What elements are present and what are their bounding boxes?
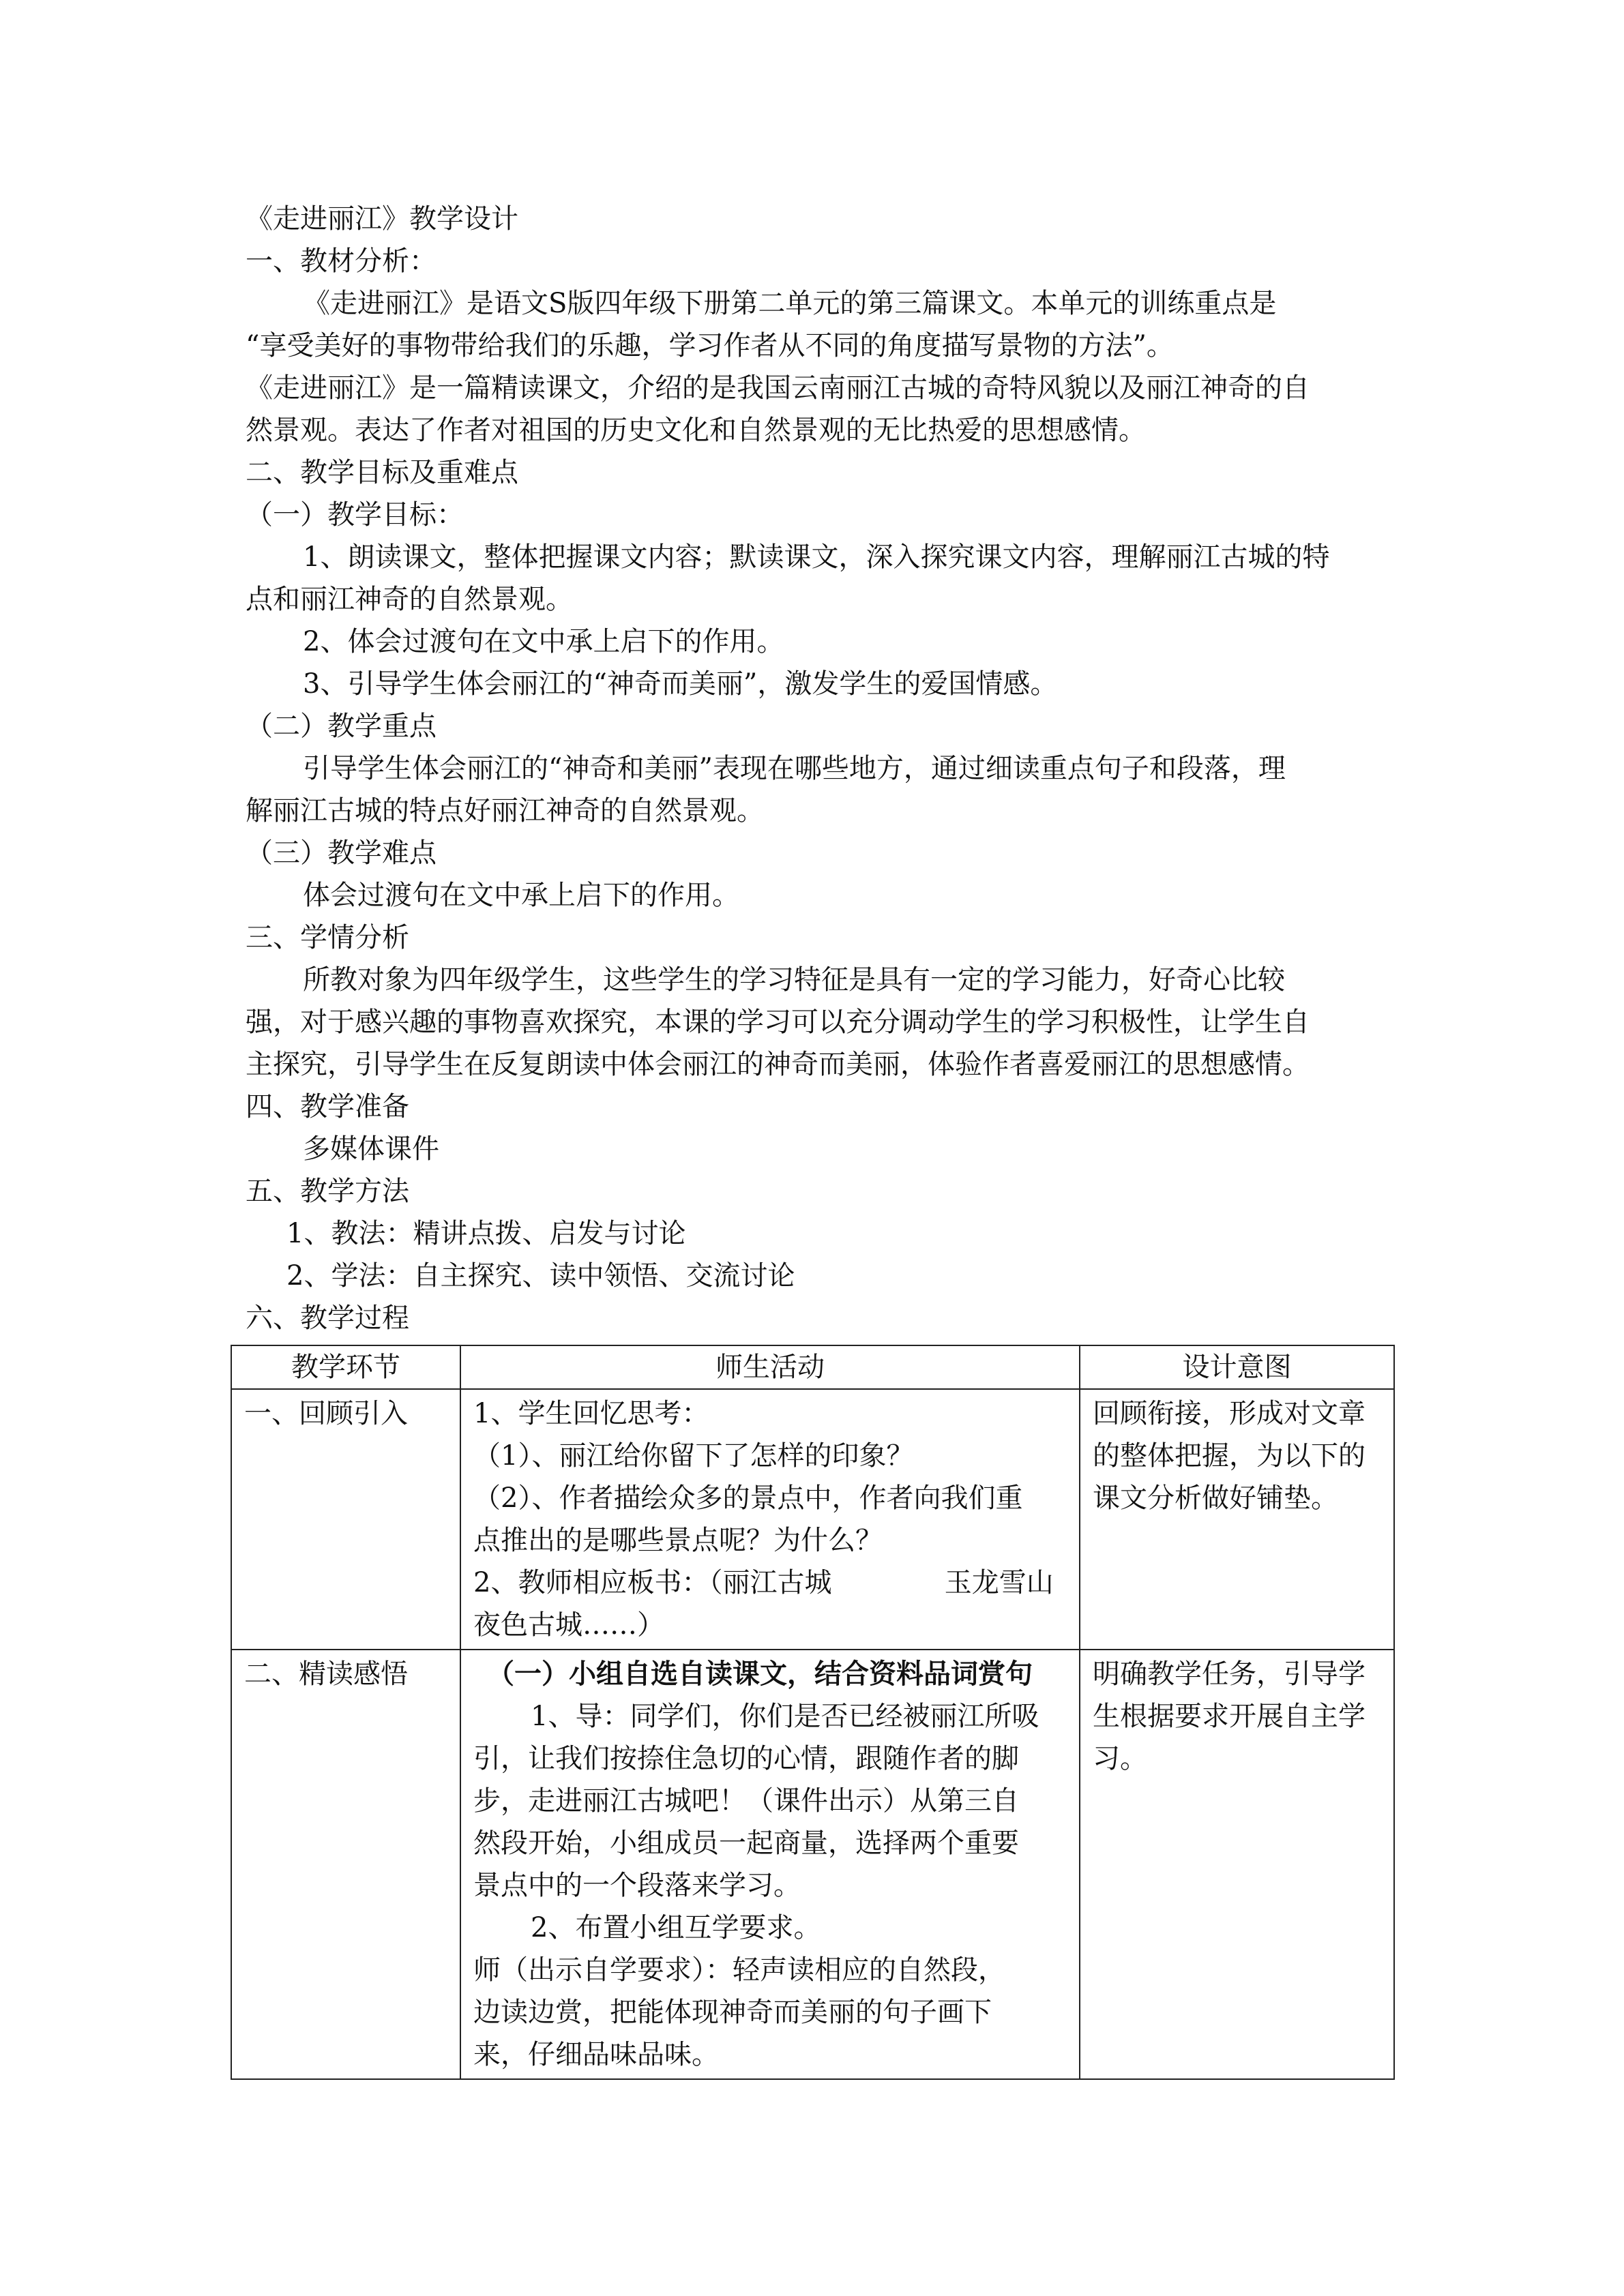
intent-cell — [1080, 1389, 1394, 1650]
paragraph: 主探究，引导学生在反复朗读中体会丽江的神奇而美丽，体验作者喜爱丽江的思想感情。 — [246, 1049, 1310, 1080]
intent-cell — [1080, 1650, 1394, 2079]
paragraph: 所教对象为四年级学生，这些学生的学习特征是具有一定的学习能力，好奇心比较 — [303, 964, 1285, 996]
subheading: （三）教学难点 — [246, 837, 437, 869]
activity-cell — [460, 1650, 1080, 2079]
intent-line: 生根据要求开展自主学 — [1093, 1701, 1365, 1732]
subheading: （二）教学重点 — [246, 711, 437, 742]
section-4-heading: 四、教学准备 — [246, 1091, 409, 1122]
paragraph: 多媒体课件 — [303, 1133, 439, 1165]
activity-line: （2）、作者描绘众多的景点中，作者向我们重 — [473, 1482, 1023, 1514]
table-row — [231, 1650, 1394, 2079]
activity-line: 引，让我们按捺住急切的心情，跟随作者的脚 — [473, 1743, 1019, 1774]
column-header: 师生活动 — [460, 1345, 1080, 1389]
activity-line: 夜色古城……） — [473, 1609, 664, 1641]
goal-item: 2、体会过渡句在文中承上启下的作用。 — [303, 626, 784, 657]
intent-line: 习。 — [1093, 1743, 1147, 1774]
activity-line: （1）、丽江给你留下了怎样的印象？ — [473, 1440, 914, 1472]
table-row — [231, 1389, 1394, 1650]
activity-line: 步，走进丽江古城吧！（课件出示）从第三自 — [473, 1785, 1019, 1817]
intent-line: 课文分析做好铺垫。 — [1093, 1482, 1338, 1514]
activity-line: 边读边赏，把能体现神奇而美丽的句子画下 — [473, 1997, 992, 2028]
activity-line: 2、布置小组互学要求。 — [531, 1912, 821, 1943]
stage-cell: 二、精读感悟 — [231, 1650, 460, 2079]
activity-line: 来，仔细品味品味。 — [473, 2039, 719, 2070]
section-2-heading: 二、教学目标及重难点 — [246, 457, 518, 488]
section-3-heading: 三、学情分析 — [246, 922, 409, 953]
activity-line: 1、导：同学们，你们是否已经被丽江所吸 — [531, 1701, 1039, 1732]
paragraph: 《走进丽江》是一篇精读课文，介绍的是我国云南丽江古城的奇特风貌以及丽江神奇的自 — [246, 372, 1310, 404]
teaching-process-table — [231, 1345, 1395, 2080]
goal-item: 3、引导学生体会丽江的“神奇而美丽”，激发学生的爱国情感。 — [303, 668, 1058, 700]
intent-line: 明确教学任务，引导学 — [1093, 1658, 1365, 1690]
paragraph: 强，对于感兴趣的事物喜欢探究，本课的学习可以充分调动学生的学习积极性，让学生自 — [246, 1007, 1310, 1038]
intent-line: 回顾衔接，形成对文章 — [1093, 1398, 1365, 1429]
paragraph: “享受美好的事物带给我们的乐趣，学习作者从不同的角度描写景物的方法”。 — [246, 330, 1174, 361]
stage-cell: 一、回顾引入 — [231, 1389, 460, 1650]
method-item: 2、学法：自主探究、读中领悟、交流讨论 — [286, 1260, 795, 1292]
subheading: （一）教学目标： — [246, 499, 464, 531]
paragraph: 体会过渡句在文中承上启下的作用。 — [303, 880, 739, 911]
document-title: 《走进丽江》教学设计 — [246, 203, 518, 235]
table-header-row — [231, 1345, 1394, 1389]
goal-item: 点和丽江神奇的自然景观。 — [246, 584, 573, 615]
activity-line: 景点中的一个段落来学习。 — [473, 1870, 801, 1901]
section-6-heading: 六、教学过程 — [246, 1302, 409, 1334]
intent-line: 的整体把握，为以下的 — [1093, 1440, 1365, 1472]
goal-item: 1、朗读课文，整体把握课文内容；默读课文，深入探究课文内容，理解丽江古城的特 — [303, 541, 1330, 573]
paragraph: 引导学生体会丽江的“神奇和美丽”表现在哪些地方，通过细读重点句子和段落，理 — [303, 753, 1286, 784]
activity-line: 点推出的是哪些景点呢？为什么？ — [473, 1525, 883, 1556]
section-1-heading: 一、教材分析： — [246, 245, 437, 277]
paragraph: 解丽江古城的特点好丽江神奇的自然景观。 — [246, 795, 764, 826]
document-body — [246, 198, 1398, 1339]
activity-line: 然段开始，小组成员一起商量，选择两个重要 — [473, 1828, 1019, 1859]
section-5-heading: 五、教学方法 — [246, 1176, 409, 1207]
paragraph: 然景观。表达了作者对祖国的历史文化和自然景观的无比热爱的思想感情。 — [246, 415, 1146, 446]
activity-heading: （一）小组自选自读课文，结合资料品词赏句 — [487, 1658, 1033, 1690]
activity-line: 1、学生回忆思考： — [473, 1398, 709, 1429]
activity-line: 师（出示自学要求）：轻声读相应的自然段， — [473, 1954, 1005, 1986]
activity-line: 2、教师相应板书：（丽江古城 玉龙雪山 — [473, 1567, 1054, 1598]
paragraph: 《走进丽江》是语文S版四年级下册第二单元的第三篇课文。本单元的训练重点是 — [303, 288, 1277, 319]
column-header: 设计意图 — [1080, 1345, 1394, 1389]
activity-cell — [460, 1389, 1080, 1650]
column-header: 教学环节 — [231, 1345, 460, 1389]
method-item: 1、教法：精讲点拨、启发与讨论 — [286, 1218, 686, 1249]
